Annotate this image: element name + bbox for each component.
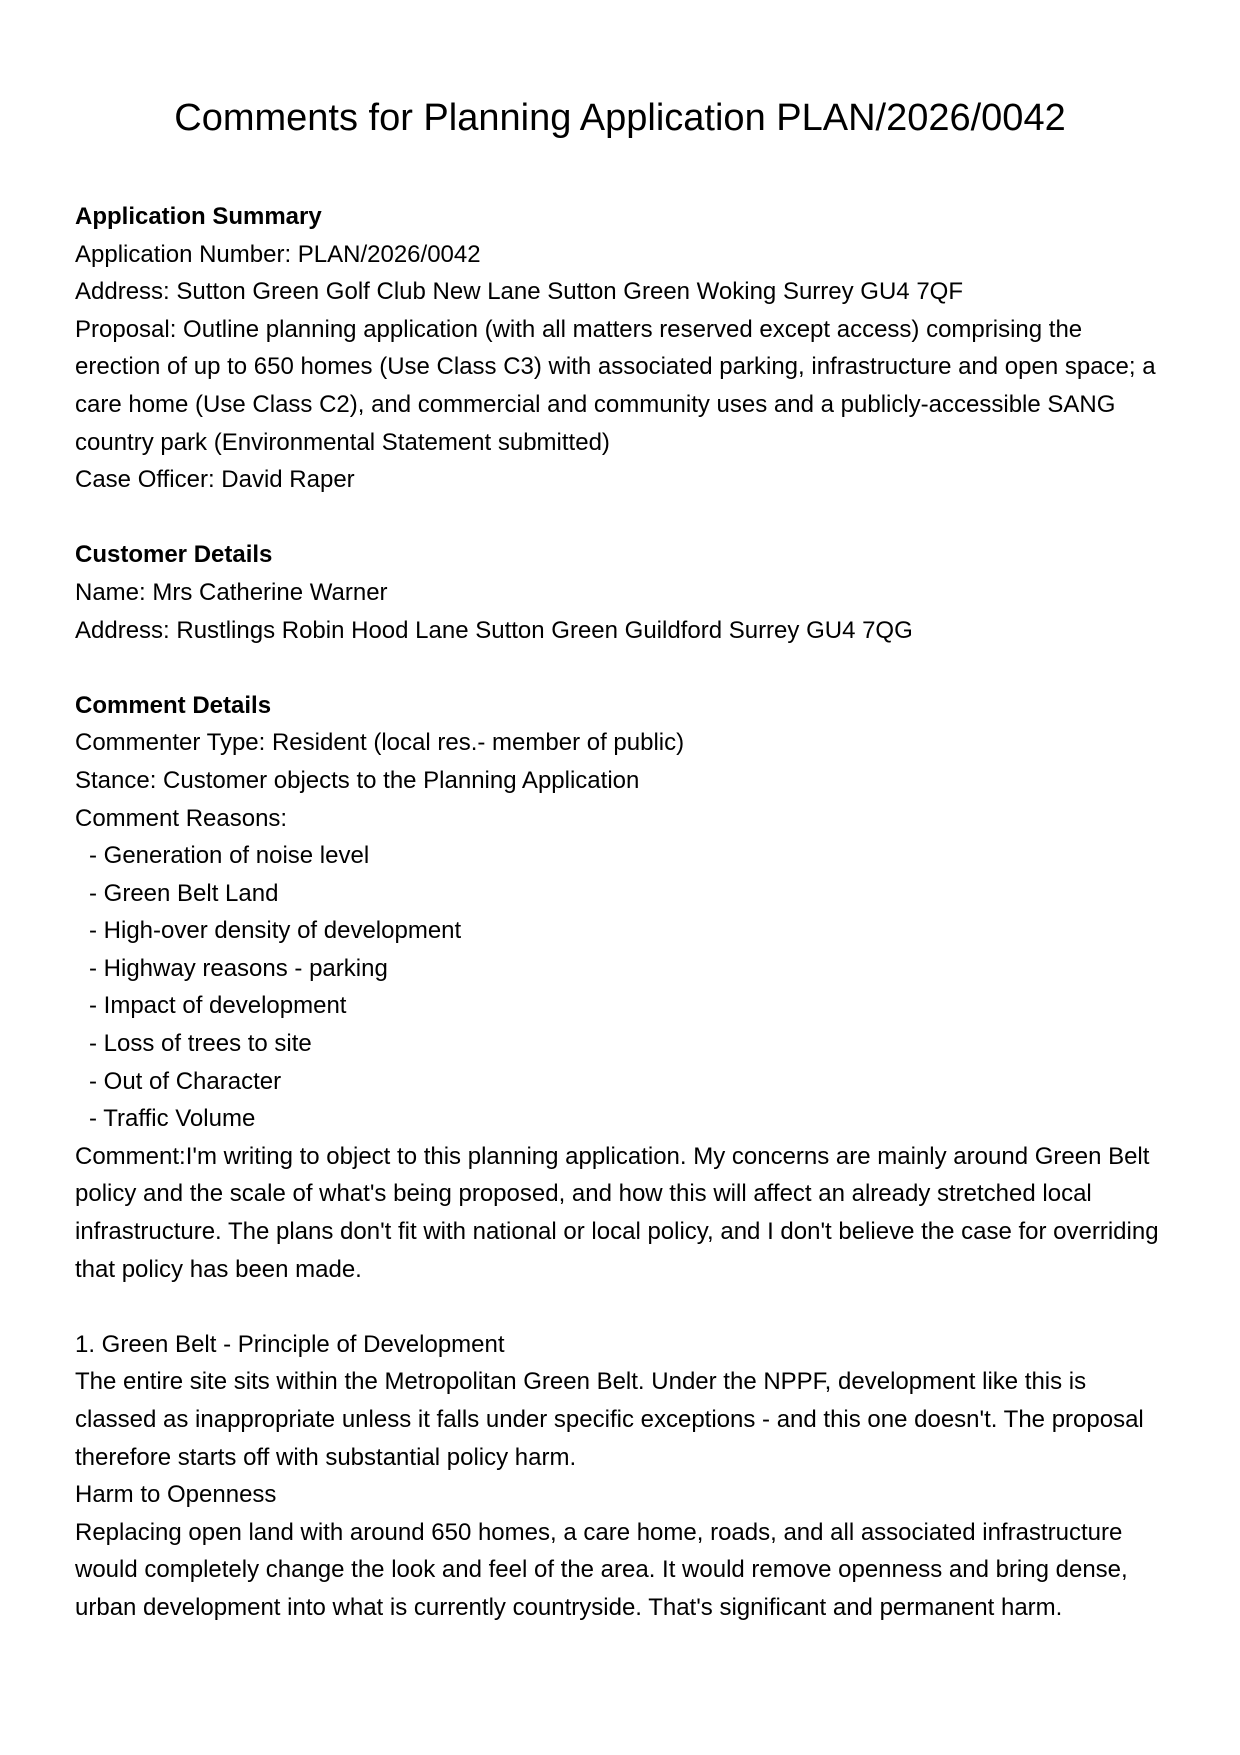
list-item: - Loss of trees to site (89, 1030, 312, 1058)
stance: Stance: Customer objects to the Planning Application (75, 766, 640, 794)
customer-address: Address: Rustlings Robin Hood Lane Sutton Green Guildford Surrey GU4 7QG (75, 616, 913, 644)
section-1-text: The entire site sits within the Metropolitan Green Belt. Under the NPPF, development like this is classed as inappropriate unless it falls under specific exceptions - and this one doesn't. The proposal therefore starts off with substantial policy harm. (75, 1368, 1144, 1471)
page-title: Comments for Planning Application PLAN/2026/0042 (174, 97, 1066, 139)
list-item: - Green Belt Land (89, 879, 279, 907)
comment-details-section (75, 687, 1170, 1627)
list-item: - Impact of development (89, 992, 347, 1020)
customer-name: Name: Mrs Catherine Warner (75, 578, 388, 606)
openness-text: Replacing open land with around 650 homes, a care home, roads, and all associated infrastructure would completely change the look and feel of the area. It would remove openness and bring dense, urban development into what is currently countryside. That's significant and permanent harm. (75, 1518, 1128, 1621)
comment-reasons-label: Comment Reasons: (75, 804, 288, 832)
customer-details-section (75, 536, 1170, 649)
comment-reasons-list (75, 837, 1170, 1138)
list-item: - Highway reasons - parking (89, 954, 388, 982)
document-body (75, 198, 1170, 1627)
case-officer: Case Officer: David Raper (75, 466, 355, 494)
application-number: Application Number: PLAN/2026/0042 (75, 240, 481, 268)
spacer (75, 499, 1170, 537)
list-item: - High-over density of development (89, 917, 462, 945)
commenter-type: Commenter Type: Resident (local res.- member of public) (75, 729, 685, 757)
section-1-title: 1. Green Belt - Principle of Development (75, 1330, 505, 1358)
comment-details-heading: Comment Details (75, 691, 272, 719)
list-item: - Traffic Volume (89, 1105, 256, 1133)
application-proposal: Proposal: Outline planning application (with all matters reserved except access) comprising the erection of up to 650 homes (Use Class C3) with associated parking, infrastructure and open space; a care home (Use Class C2), and commercial and community uses and a publicly-accessible SANG country park (Environmental Statement submitted) (75, 315, 1156, 456)
list-item: - Generation of noise level (89, 842, 370, 870)
spacer (75, 649, 1170, 687)
application-summary-section (75, 198, 1170, 499)
list-item: - Out of Character (89, 1067, 282, 1095)
application-summary-heading: Application Summary (75, 203, 322, 230)
spacer (75, 1288, 1170, 1326)
comment-intro: Comment:I'm writing to object to this planning application. My concerns are mainly around Green Belt policy and the scale of what's being proposed, and how this will affect an already stretched local infrastructure. The plans don't fit with national or local policy, and I don't believe the case for overriding that policy has been made. (75, 1142, 1159, 1283)
openness-title: Harm to Openness (75, 1481, 277, 1509)
application-address: Address: Sutton Green Golf Club New Lane Sutton Green Woking Surrey GU4 7QF (75, 278, 963, 306)
customer-details-heading: Customer Details (75, 541, 273, 569)
